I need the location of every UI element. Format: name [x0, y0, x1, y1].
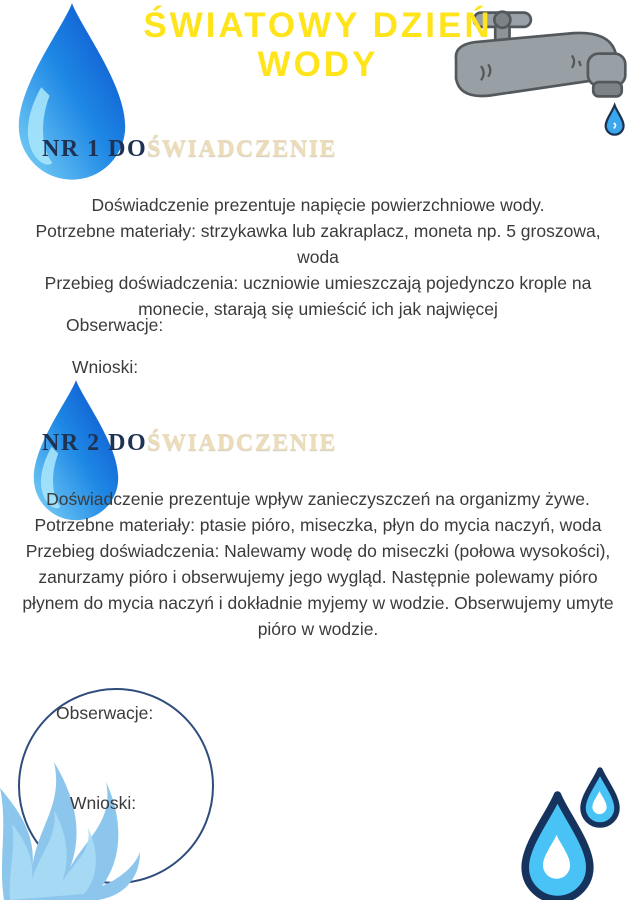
experiment1-heading-rest: ŚWIADCZENIE — [147, 136, 338, 162]
experiment2-heading-number: NR 2 DO — [42, 430, 148, 456]
page-title-line1: ŚWIATOWY DZIEŃ — [143, 6, 493, 45]
experiment2-conclusions-label: Wnioski: — [70, 793, 137, 813]
experiment1-conclusions-label: Wnioski: — [72, 357, 139, 377]
experiment1-description: Doświadczenie prezentuje napięcie powierzchniowe wody. — [91, 195, 545, 215]
page-title — [0, 6, 636, 84]
experiment2-description: Doświadczenie prezentuje wpływ zanieczyszczeń na organizmy żywe. — [46, 489, 590, 509]
experiment2-observations-label: Obserwacje: — [56, 703, 154, 723]
experiment1-procedure: Przebieg doświadczenia: uczniowie umieszczają pojedynczo krople na monecie, starają się umieścić ich jak najwięcej — [44, 273, 592, 319]
experiment1-heading — [42, 136, 337, 163]
experiment2-heading-rest: ŚWIADCZENIE — [147, 430, 338, 456]
experiment2-materials: Potrzebne materiały: ptasie pióro, miseczka, płyn do mycia naczyń, woda — [34, 515, 602, 535]
experiment1-text-block — [18, 192, 618, 322]
experiment1-heading-number: NR 1 DO — [42, 136, 148, 162]
water-drops-icon — [500, 762, 636, 900]
experiment2-heading — [42, 430, 337, 457]
page-title-line2: WODY — [257, 45, 379, 85]
experiment2-procedure: Przebieg doświadczenia: Nalewamy wodę do miseczki (połowa wysokości), zanurzamy pióro i obserwujemy jego wygląd. Następnie polewamy pióro płynem do mycia naczyń i dokładnie myjemy w wodzie. Obserwujemy umyte pióro w wodzie. — [22, 541, 614, 639]
experiment1-materials: Potrzebne materiały: strzykawka lub zakraplacz, moneta np. 5 groszowa, woda — [35, 221, 601, 267]
experiment1-observations-label: Obserwacje: — [66, 315, 164, 335]
experiment2-text-block — [18, 486, 618, 642]
